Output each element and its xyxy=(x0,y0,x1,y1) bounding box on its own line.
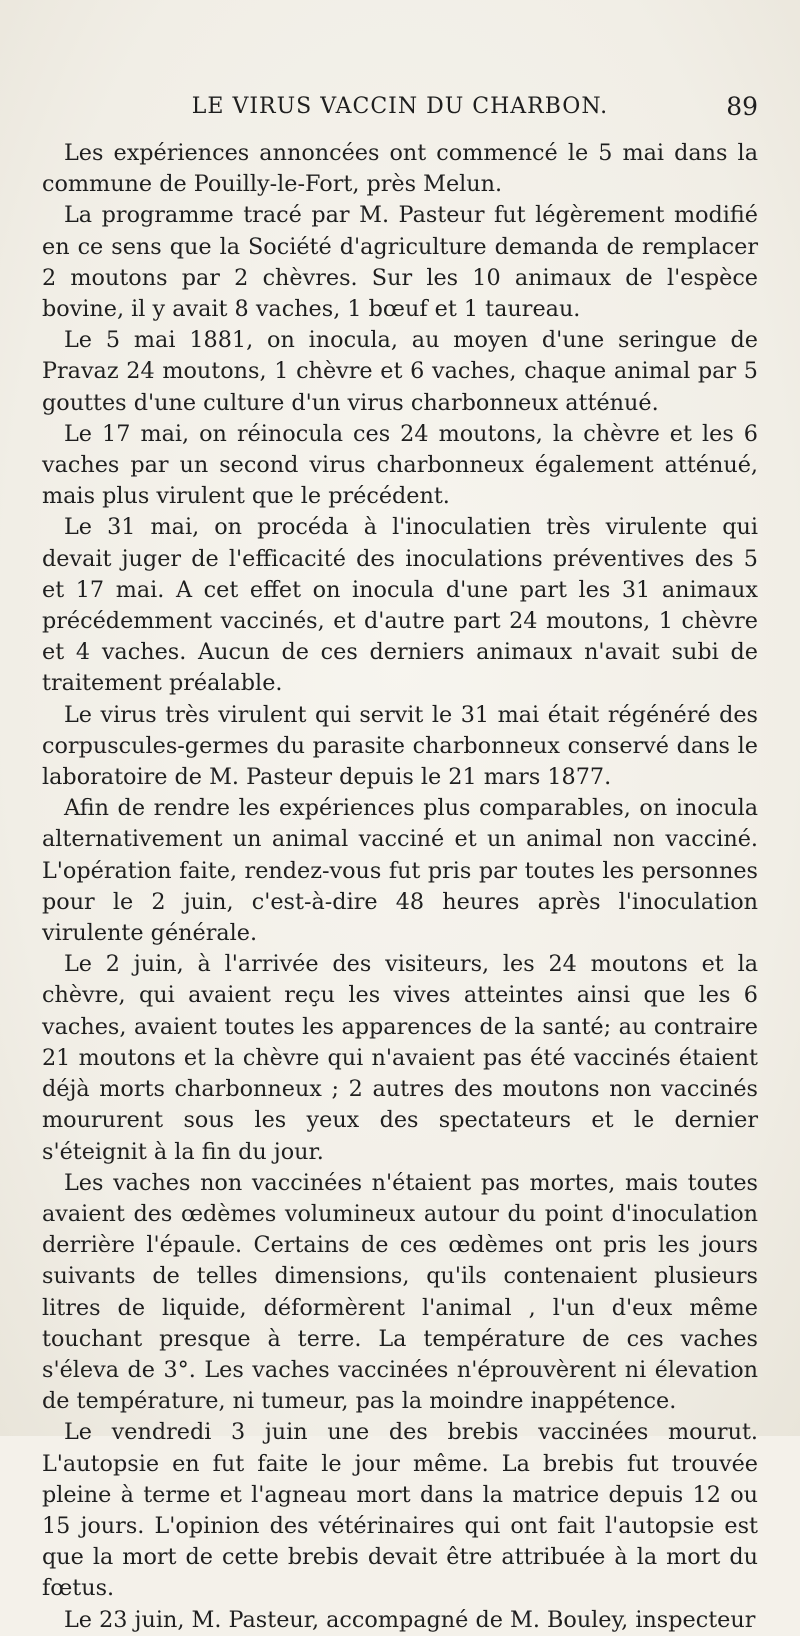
paragraph: Le 2 juin, à l'arrivée des visiteurs, les 24 moutons et la chèvre, qui avaient reçu les vives atteintes ainsi que les 6 vaches, avaient toutes les apparences de la santé; au contraire 21 moutons et la chèvre qui n'avaient pas été vaccinés étaient déjà morts charbonneux ; 2 autres des moutons non vaccinés moururent sous les yeux des spectateurs et le dernier s'éteignit à la fin du jour. xyxy=(42,951,758,1165)
paragraph: Les vaches non vaccinées n'étaient pas mortes, mais toutes avaient des œdèmes volumineux autour du point d'inoculation derrière l'épaule. Certains de ces œdèmes ont pris les jours suivants de telles dimensions, qu'ils contenaient plusieurs litres de liquide, déformèrent l'animal , l'un d'eux même touchant presque à terre. La température de ces vaches s'éleva de 3°. Les vaches vaccinées n'éprouvèrent ni élevation de température, ni tumeur, pas la moindre inappétence. xyxy=(42,1169,758,1415)
paragraph: Le 23 juin, M. Pasteur, accompagné de M. Bouley, inspecteur xyxy=(64,1606,756,1633)
paragraph: Le virus très virulent qui servit le 31 mai était régénéré des corpuscules-germes du parasite charbonneux conservé dans le laboratoire de M. Pasteur depuis le 21 mars 1877. xyxy=(42,701,758,791)
paragraph: Les expériences annoncées ont commencé le 5 mai dans la commune de Pouilly-le-Fort, près Melun. xyxy=(42,140,758,198)
page-header xyxy=(42,92,758,126)
paragraph: Le 5 mai 1881, on inocula, au moyen d'une seringue de Pravaz 24 moutons, 1 chèvre et 6 vaches, chaque animal par 5 gouttes d'une culture d'un virus charbonneux atténué. xyxy=(42,327,758,416)
paragraph: Le 31 mai, on procéda à l'inoculatien très virulente qui devait juger de l'efficacité des inoculations préventives des 5 et 17 mai. A cet effet on inocula d'une part les 31 animaux précédemment vaccinés, et d'autre part 24 moutons, 1 chèvre et 4 vaches. Aucun de ces derniers animaux n'avait subi de traitement préalable. xyxy=(42,514,758,697)
running-title: LE VIRUS VACCIN DU CHARBON. xyxy=(191,94,609,119)
paragraph: Le 17 mai, on réinocula ces 24 moutons, la chèvre et les 6 vaches par un second virus charbonneux également atténué, mais plus virulent que le précédent. xyxy=(42,420,758,510)
paragraph: Afin de rendre les expériences plus comparables, on inocula alternativement un animal vacciné et un animal non vacciné. L'opération faite, rendez-vous fut pris par toutes les personnes pour le 2 juin, c'est-à-dire 48 heures après l'inoculation virulente générale. xyxy=(42,795,758,947)
paragraph: Le vendredi 3 juin une des brebis vaccinées mourut. L'autopsie en fut faite le jour même. La brebis fut trouvée pleine à terme et l'agneau mort dans la matrice depuis 12 ou 15 jours. L'opinion des vétérinaires qui ont fait l'autopsie est que la mort de cette brebis devait être attribuée à la mort du fœtus. xyxy=(42,1419,758,1602)
page-number: 89 xyxy=(726,92,758,121)
body-text xyxy=(42,138,758,1636)
paragraph: La programme tracé par M. Pasteur fut légèrement modifié en ce sens que la Société d'agriculture demanda de remplacer 2 moutons par 2 chèvres. Sur les 10 animaux de l'espèce bovine, il y avait 8 vaches, 1 bœuf et 1 taureau. xyxy=(42,202,758,323)
